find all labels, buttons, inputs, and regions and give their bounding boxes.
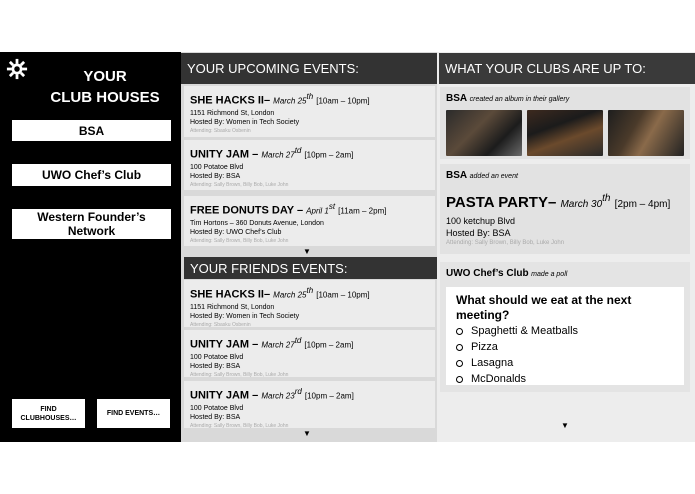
sidebar [0,52,181,442]
upcoming-event-card[interactable]: SHE HACKS II– March 25th [10am – 10pm] 1151 Richmond St, London Hosted By: Women in Tech Society Attending: Sbasku Osbenin [184,86,435,137]
event-address: 1151 Richmond St, London [190,109,275,117]
poll-option-label: Lasagna [471,357,514,369]
poll-option-label: McDonalds [471,373,527,385]
event-attending: Attending: Sally Brown, Billy Bob, Luke John [190,181,289,188]
poll-option[interactable] [456,339,674,355]
event-time: [2pm – 4pm] [614,199,671,210]
event-address: 100 ketchup Blvd [446,216,516,226]
activity-action: created an album in their gallery [469,96,570,103]
scroll-down-arrow-icon[interactable]: ▼ [303,247,311,256]
poll-question: What should we eat at the next meeting? [456,293,632,322]
event-date-suffix: td [294,146,302,155]
activity-club-name: BSA [446,170,468,181]
sidebar-title-line1: YOUR [83,68,127,85]
upcoming-events-header: YOUR UPCOMING EVENTS: [181,53,437,84]
event-date: March 23 [261,391,295,401]
event-date: March 27 [261,340,295,350]
event-date: March 25 [273,96,307,106]
event-host: Hosted By: UWO Chef’s Club [190,228,282,236]
radio-button[interactable] [456,376,463,383]
event-host: Hosted By: Women in Tech Society [190,118,300,126]
album-activity-card[interactable] [440,87,690,159]
event-address: 100 Potatoe Blvd [190,163,244,171]
event-address: 100 Potatoe Blvd [190,404,244,412]
club-button-founders[interactable]: Western Founder’s Network [12,209,171,239]
event-host: Hosted By: BSA [190,413,241,421]
album-photos [446,110,684,156]
event-attending: Attending: Sbasku Osbenin [190,321,251,327]
event-host: Hosted By: Women in Tech Society [190,312,300,320]
event-date: March 30 [560,199,603,210]
event-address: Tim Hortons – 360 Donuts Avenue, London [190,219,324,227]
album-photo[interactable] [527,110,603,156]
event-name: SHE HACKS II [190,288,264,301]
event-time: [10am – 10pm] [316,96,370,106]
poll [446,287,684,385]
event-name: UNITY JAM [190,148,250,161]
find-clubhouses-button[interactable] [12,399,85,428]
event-attending: Attending: Sally Brown, Billy Bob, Luke John [190,237,289,244]
event-name: FREE DONUTS DAY [190,204,294,217]
club-button-chefs[interactable]: UWO Chef’s Club [12,164,171,186]
event-name: SHE HACKS II [190,94,264,107]
poll-option[interactable] [456,371,674,387]
event-date-suffix: rd [294,387,302,396]
upcoming-event-card[interactable]: UNITY JAM – March $27^{td}$ [10pm – 2am] 100 Potatoe Blvd Hosted By: BSA Attending: Sally Brown, Billy Bob, Luke John [184,140,435,190]
event-name: PASTA PARTY [446,194,548,211]
event-host: Hosted By: BSA [190,172,241,180]
friend-event-card[interactable]: SHE HACKS II– March 25th [10am – 10pm] 1151 Richmond St, London Hosted By: Women in Tech Society Attending: Sbasku Osbenin [184,280,435,327]
radio-button[interactable] [456,344,463,351]
event-activity-card[interactable]: BSA added an event PASTA PARTY– March 30th [2pm – 4pm] 100 ketchup Blvd Hosted By: BSA Attending: Sally Brown, Billy Bob, Luke John [440,164,690,254]
activity-club-name: BSA [446,93,468,104]
album-photo[interactable] [446,110,522,156]
event-address: 1151 Richmond St, London [190,303,275,311]
find-clubhouses-label-2: CLUBHOUSES… [20,414,77,422]
upcoming-event-card[interactable]: FREE DONUTS DAY – April 1st [11am – 2pm] Tim Hortons – 360 Donuts Avenue, London Hosted By: UWO Chef’s Club Attending: Sally Brown, Billy Bob, Luke John [184,196,435,246]
poll-activity-card [440,262,690,392]
scroll-down-arrow-icon[interactable]: ▼ [303,429,311,438]
event-attending: Attending: Sbasku Osbenin [190,127,251,134]
poll-option-label: Spaghetti & Meatballs [471,325,579,337]
clubs-activity-column [437,52,695,442]
clubs-activity-header: WHAT YOUR CLUBS ARE UP TO: [439,53,695,84]
app [0,52,695,442]
event-time: [10pm – 2am] [304,150,354,160]
scroll-down-arrow-icon[interactable]: ▼ [561,421,569,430]
event-date: March 27 [261,150,295,160]
event-name: UNITY JAM [190,338,250,351]
event-time: [10pm – 2am] [304,340,354,350]
gear-icon[interactable] [6,58,28,80]
event-date-suffix: th [306,286,314,295]
activity-action: added an event [469,173,518,180]
friend-event-card[interactable]: UNITY JAM – March 23rd [10pm – 2am] 100 Potatoe Blvd Hosted By: BSA Attending: Sally Brown, Billy Bob, Luke John [184,381,435,428]
sidebar-title [30,66,180,108]
event-attending: Attending: Sally Brown, Billy Bob, Luke John [190,422,289,428]
friend-event-card[interactable]: UNITY JAM – March $27^{td}$ [10pm – 2am] 100 Potatoe Blvd Hosted By: BSA Attending: Sally Brown, Billy Bob, Luke John [184,330,435,377]
event-host: Hosted By: BSA [446,228,511,238]
activity-action: made a poll [531,271,568,278]
find-events-button[interactable]: FIND EVENTS… [97,399,170,428]
activity-club-name: UWO Chef’s Club [446,268,529,279]
event-time: [10pm – 2am] [304,391,354,401]
events-column [181,52,437,442]
radio-button[interactable] [456,360,463,367]
find-clubhouses-label-1: FIND [40,405,57,413]
poll-option[interactable] [456,323,674,339]
event-time: [10am – 10pm] [316,290,370,300]
event-attending: Attending: Sally Brown, Billy Bob, Luke John [446,240,565,246]
friends-events-header: YOUR FRIENDS EVENTS: [184,257,437,279]
album-photo[interactable] [608,110,684,156]
event-address: 100 Potatoe Blvd [190,353,244,361]
event-date: April 1 [306,206,329,216]
poll-option[interactable] [456,355,674,371]
poll-option-label: Pizza [471,341,498,353]
event-date-suffix: th [306,92,314,101]
event-name: UNITY JAM [190,389,250,402]
event-date-suffix: td [294,336,302,345]
radio-button[interactable] [456,328,463,335]
sidebar-title-line2: CLUB HOUSES [50,89,160,106]
club-button-bsa[interactable]: BSA [12,120,171,141]
event-attending: Attending: Sally Brown, Billy Bob, Luke John [190,371,289,377]
event-date: March 25 [273,290,307,300]
event-date-suffix: th [602,193,611,204]
event-date-suffix: st [328,202,336,211]
event-time: [11am – 2pm] [338,206,387,216]
event-host: Hosted By: BSA [190,362,241,370]
